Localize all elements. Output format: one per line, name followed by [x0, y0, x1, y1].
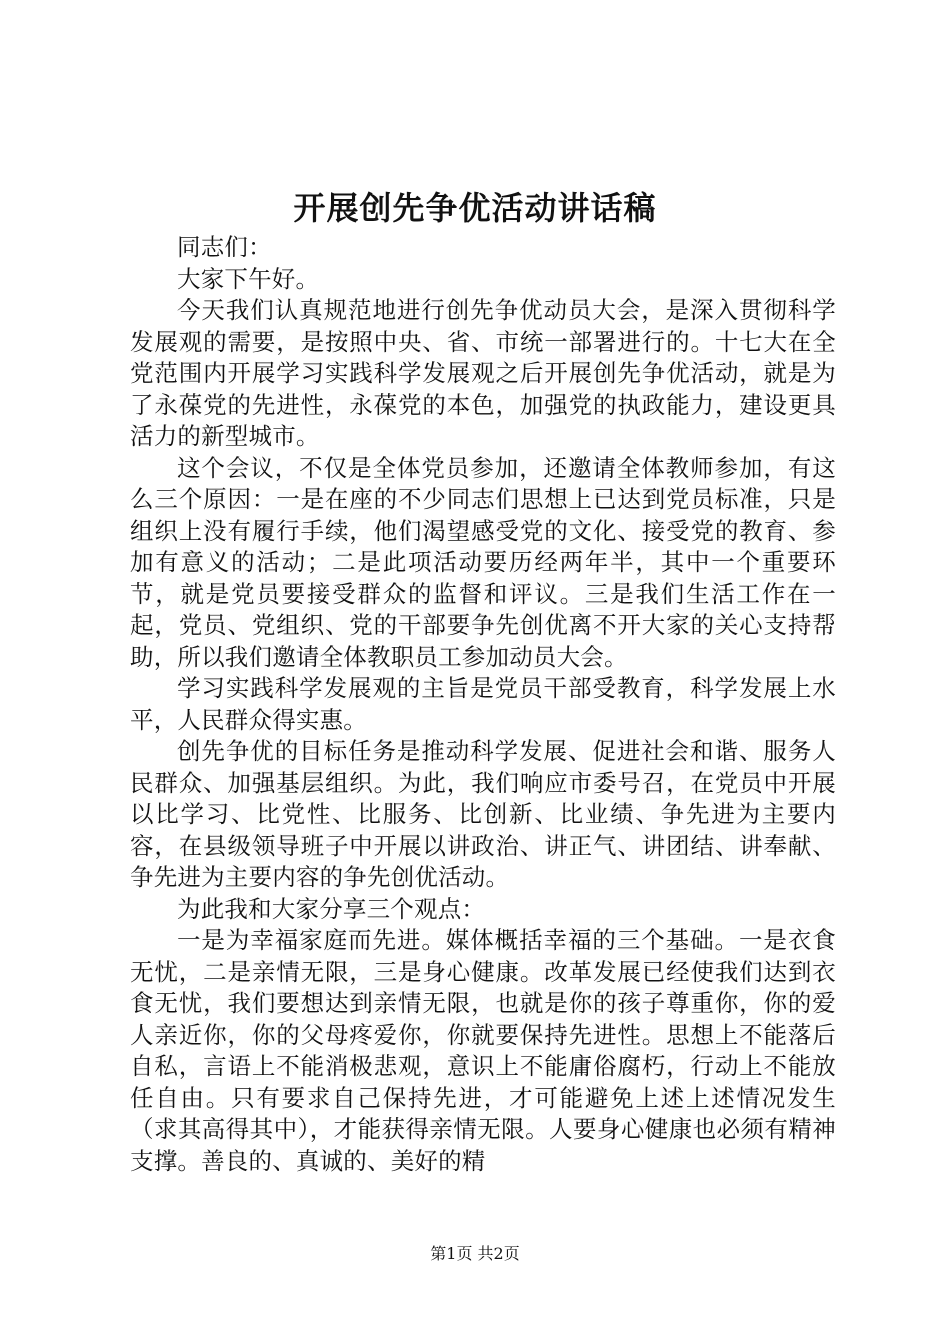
paragraph-salutation: 大家下午好。	[177, 264, 320, 293]
document-body	[130, 232, 836, 1177]
paragraph-meeting-reasons: 这个会议，不仅是全体党员参加，还邀请全体教师参加，有这么三个原因：一是在座的不少同志们思想上已达到党员标准，只是组织上没有履行手续，他们渴望感受党的文化、接受党的教育、参加有意义的活动；二是此项活动要历经两年半，其中一个重要环节，就是党员要接受群众的监督和评议。三是我们生活工作在一起，党员、党组织、党的干部要争先创优离不开大家的关心支持帮助，所以我们邀请全体教职员工参加动员大会。	[130, 453, 836, 671]
document-title: 开展创先争优活动讲话稿	[293, 189, 657, 227]
paragraph-greeting: 同志们：	[177, 233, 272, 261]
paragraph-three-views: 为此我和大家分享三个观点：	[177, 894, 486, 923]
paragraph-introduction: 今天我们认真规范地进行创先争优动员大会，是深入贯彻科学发展观的需要，是按照中央、省、市统一部署进行的。十七大在全党范围内开展学习实践科学发展观之后开展创先争优活动，就是为了永葆党的先进性，永葆党的本色，加强党的执政能力，建设更具活力的新型城市。	[130, 296, 836, 450]
paragraph-goals: 创先争优的目标任务是推动科学发展、促进社会和谐、服务人民群众、加强基层组织。为此，我们响应市委号召，在党员中开展以比学习、比党性、比服务、比创新、比业绩、争先进为主要内容，在县级领导班子中开展以讲政治、讲正气、讲团结、讲奉献、争先进为主要内容的争先创优活动。	[130, 737, 836, 891]
page-number-footer: 第1页 共2页	[430, 1244, 520, 1263]
paragraph-main-purpose: 学习实践科学发展观的主旨是党员干部受教育，科学发展上水平，人民群众得实惠。	[130, 674, 836, 734]
paragraph-first-view: 一是为幸福家庭而先进。媒体概括幸福的三个基础。一是衣食无忧，二是亲情无限，三是身心健康。改革发展已经使我们达到衣食无忧，我们要想达到亲情无限，也就是你的孩子尊重你，你的爱人亲近你，你的父母疼爱你，你就要保持先进性。思想上不能落后自私，言语上不能消极悲观，意识上不能庸俗腐朽，行动上不能放任自由。只有要求自己保持先进，才可能避免上述上述情况发生（求其高得其中），才能获得亲情无限。人要身心健康也必须有精神支撑。善良的、真诚的、美好的精	[130, 926, 836, 1175]
